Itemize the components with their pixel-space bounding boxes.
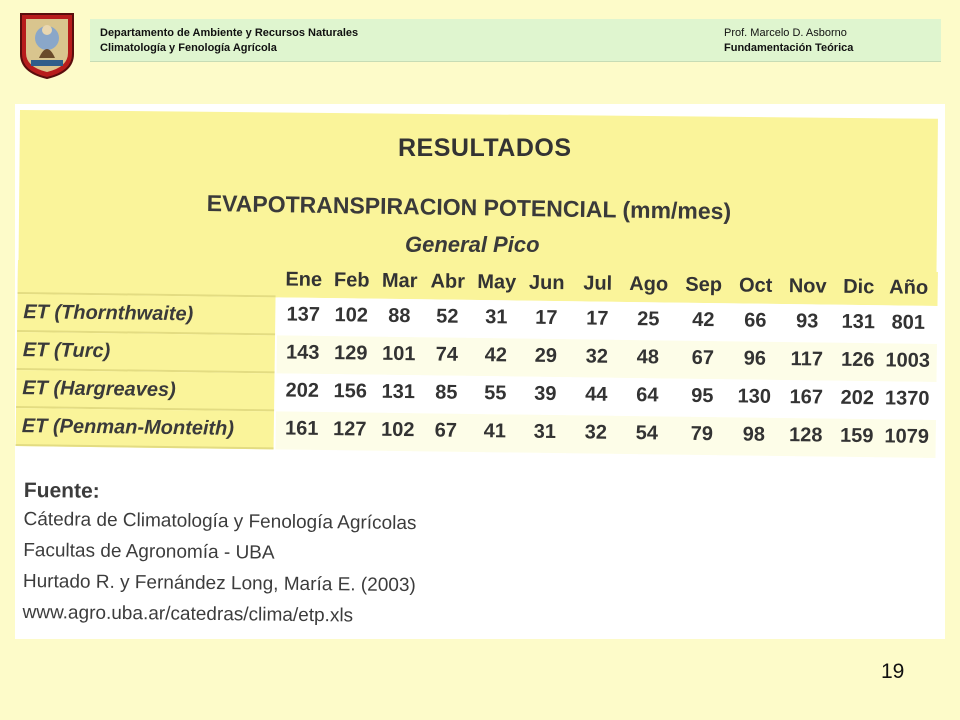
table-cell: 1003 — [885, 349, 931, 372]
table-cell: 88 — [388, 304, 411, 328]
row-label-cell — [16, 370, 274, 411]
col-header: Dic — [843, 275, 875, 299]
source-line: Hurtado R. y Fernández Long, María E. (2003) — [22, 570, 416, 597]
table-cell: 101 — [381, 342, 416, 366]
table-cell: 41 — [483, 420, 507, 443]
table-cell: 17 — [535, 306, 558, 330]
table-cell: 161 — [284, 417, 319, 440]
table-cell: 44 — [585, 383, 608, 406]
table-cell: 74 — [435, 343, 459, 366]
table-cell: 25 — [637, 308, 660, 331]
table-cell: 117 — [790, 348, 824, 371]
table-cell: 67 — [691, 346, 715, 370]
slide-title: RESULTADOS — [398, 134, 572, 162]
row-cells — [276, 411, 936, 458]
source-line: Facultas de Agronomía - UBA — [23, 539, 275, 564]
table-cell: 39 — [534, 382, 557, 406]
table-cell: 64 — [636, 384, 659, 407]
table-cell: 17 — [586, 307, 609, 330]
table-cell: 95 — [691, 384, 714, 408]
table-cell: 128 — [788, 424, 823, 447]
table-cell: 167 — [789, 386, 824, 409]
table-cell: 42 — [692, 308, 715, 332]
table-cell: 85 — [435, 381, 458, 404]
slide-subtitle: EVAPOTRANSPIRACION POTENCIAL (mm/mes) — [206, 190, 732, 225]
table-cell: 55 — [484, 382, 507, 405]
table-cell: 156 — [333, 380, 368, 403]
table-cell: 131 — [381, 380, 416, 404]
table-cell: 130 — [737, 385, 772, 408]
table-cell: 137 — [286, 303, 321, 326]
row-label: ET (Thornthwaite) — [23, 301, 194, 326]
col-header: Sep — [685, 273, 723, 297]
col-header: Jun — [528, 271, 565, 295]
table-cell: 801 — [891, 311, 926, 334]
page-number: 19 — [881, 660, 905, 683]
professor-name: Prof. Marcelo D. Asborno — [724, 27, 847, 39]
row-label: ET (Turc) — [22, 339, 111, 363]
col-header: Ene — [285, 268, 323, 291]
table-cell: 98 — [742, 423, 766, 446]
table-cell: 42 — [484, 344, 508, 367]
source-title: Fuente: — [23, 479, 100, 503]
col-header: Ago — [629, 273, 669, 296]
location-title: General Pico — [405, 232, 540, 257]
col-header: May — [477, 271, 517, 294]
row-label: ET (Hargreaves) — [22, 377, 176, 402]
course-name: Climatología y Fenología Agrícola — [100, 42, 277, 54]
row-label-cell — [17, 294, 275, 335]
table-cell: 129 — [333, 342, 368, 365]
table-cell: 96 — [743, 347, 767, 370]
table-cell: 143 — [285, 341, 320, 364]
table-cell: 102 — [380, 418, 415, 442]
col-header: Año — [889, 276, 929, 299]
table-cell: 131 — [841, 310, 876, 334]
source-line: Cátedra de Climatología y Fenología Agrícolas — [23, 508, 417, 535]
header-label-cell — [18, 260, 276, 297]
table-cell: 31 — [533, 420, 557, 444]
col-header: Mar — [381, 269, 418, 293]
row-label-cell — [17, 332, 275, 373]
col-header: Jul — [583, 272, 613, 295]
col-header: Abr — [430, 270, 466, 293]
table-cell: 32 — [585, 345, 609, 368]
table-cell: 31 — [485, 306, 508, 329]
table-cell: 32 — [584, 421, 608, 444]
table-cell: 1370 — [884, 387, 930, 410]
source-url: www.agro.uba.ar/catedras/clima/etp.xls — [22, 601, 354, 627]
table-cell: 159 — [839, 424, 874, 448]
col-header: Oct — [738, 274, 773, 297]
table-cell: 202 — [840, 386, 875, 410]
department-name: Departamento de Ambiente y Recursos Naturales — [100, 27, 359, 39]
university-seal-icon — [17, 10, 77, 80]
row-label-cell — [16, 408, 274, 449]
table-cell: 54 — [635, 422, 659, 445]
table-cell: 126 — [840, 348, 875, 372]
header-band — [90, 19, 941, 62]
table-cell: 66 — [744, 309, 767, 332]
table-cell: 29 — [534, 344, 558, 368]
table-cell: 52 — [436, 305, 459, 328]
col-header: Nov — [788, 275, 827, 298]
table-cell: 202 — [285, 379, 320, 402]
table-cell: 102 — [334, 304, 369, 327]
row-label: ET (Penman-Monteith) — [21, 415, 235, 440]
table-cell: 67 — [434, 419, 458, 442]
col-header: Feb — [333, 269, 370, 292]
table-cell: 48 — [636, 346, 660, 369]
scanned-slide-image — [15, 104, 945, 639]
table-cell: 79 — [690, 422, 714, 446]
table-cell: 1079 — [884, 425, 930, 448]
section-name: Fundamentación Teórica — [724, 42, 854, 54]
et-table — [16, 260, 938, 458]
table-cell: 93 — [795, 310, 819, 333]
table-cell: 127 — [332, 418, 367, 441]
source-block — [22, 479, 416, 637]
